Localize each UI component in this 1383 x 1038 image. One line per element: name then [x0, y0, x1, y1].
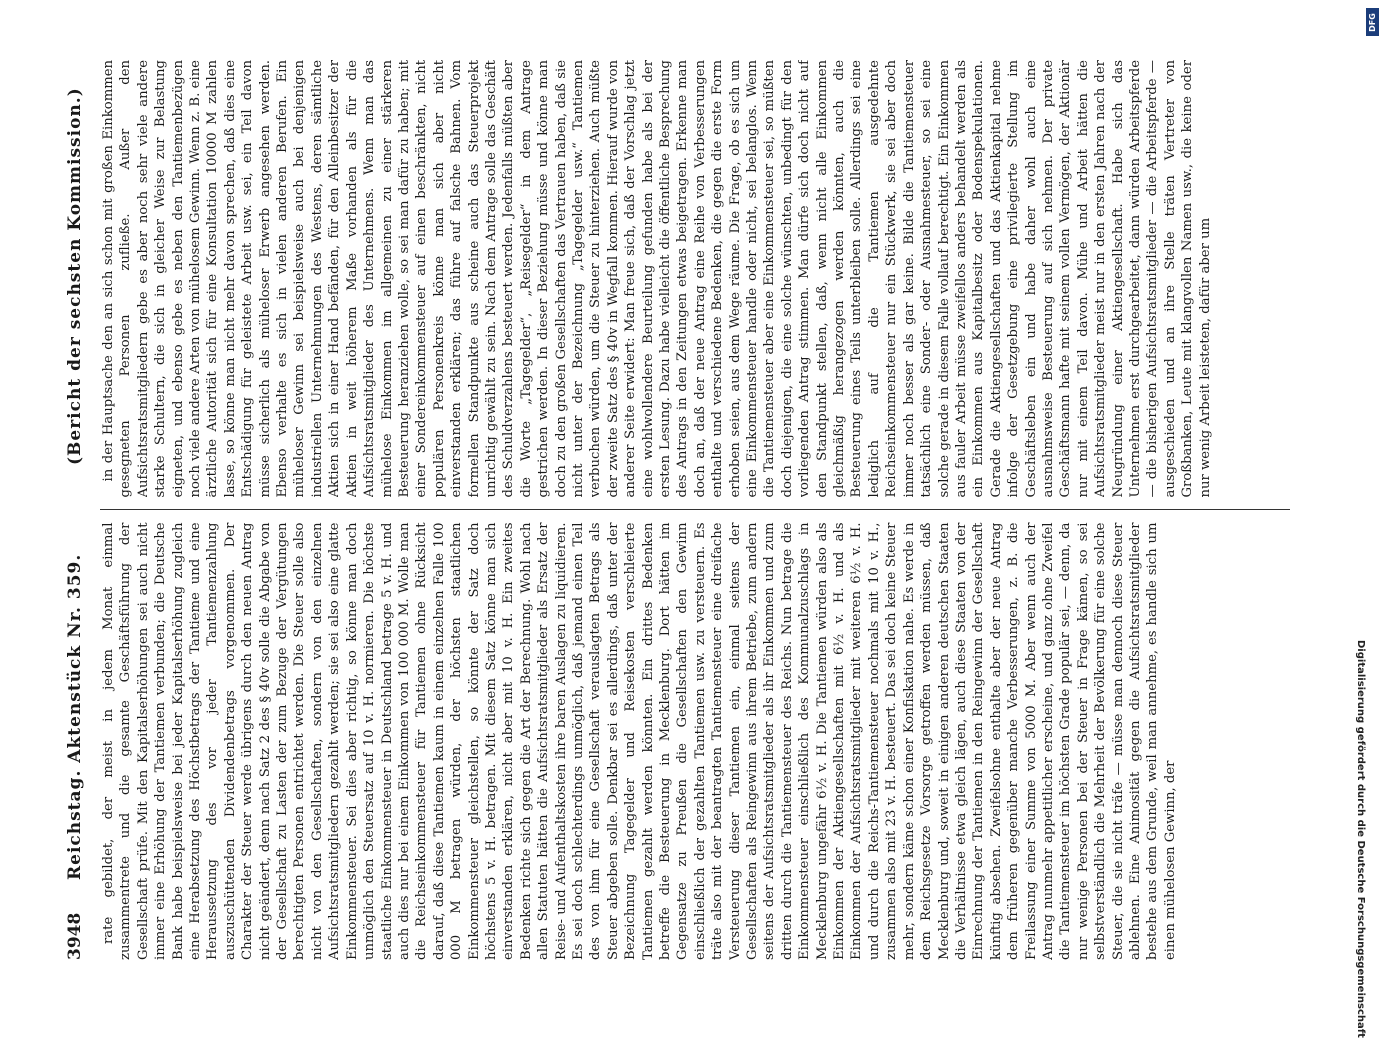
column-right-text: in der Hauptsache den an sich schon mit großen Einkommen gesegneten Personen zufließe. Außer den Aufsichtsratsmitgliedern gebe es aber noch sehr viele andere starke Schultern, die sich in gleicher Weise zur Belastung eigneten, und ebenso gebe es neben den Tantiemenbezügen noch viele andere Arten von mühelosem Gewinn. Wenn z. B. eine ärztliche Autorität sich für eine Konsultation 10000 M zahlen lasse, so könne man nicht mehr davon sprechen, daß dies eine Entschädigung für geleistete Arbeit usw. sei, ein Teil davon müsse sicherlich als müheloser Erwerb angesehen werden. Ebenso verhalte es sich in vielen anderen Berufen. Ein müheloser Gewinn sei beispielsweise auch bei denjenigen industriellen Unternehmungen des Westens, deren sämtliche Aktien sich in einer Hand befänden, für den Alleinbesitzer der Aktien in weit höherem Maße vorhanden als für die Aufsichtsratsmitglieder des Unternehmens. Wenn man das mühelose Einkommen im allgemeinen zu einer stärkeren Besteuerung heranziehen wolle, so sei man dafür zu haben; mit einer Sondereinkommensteuer auf einen beschränkten, nicht populären Personenkreis könne man sich aber nicht einverstanden erklären; das führe auf falsche Bahnen. Vom formellen Standpunkte aus scheine auch das Steuerprojekt unrichtig gewählt zu sein. Nach dem Antrage solle das Geschäft des Schuldverzahlens besteuert werden. Jedenfalls müßten aber die Worte „Tagegelder“, „Reisegelder“ in dem Antrage gestrichen werden. In dieser Beziehung müsse und könne man doch zu den großen Gesellschaften das Vertrauen haben, daß sie nicht unter der Bezeichnung „Tagegelder usw.“ Tantiemen verbuchen würden, um die Steuer zu hinterziehen. Auch müßte der zweite Satz des § 40v in Wegfall kommen. Hierauf wurde von anderer Seite erwidert: Man freue sich, daß der Vorschlag jetzt eine wohlwollendere Beurteilung gefunden habe als bei der ersten Lesung. Dazu habe vielleicht die öffentliche Besprechung des Antrags in den Zeitungen etwas beigetragen. Erkenne man doch an, daß der neue Antrag eine Reihe von Verbesserungen enthalte und verschiedene Bedenken, die gegen die erste Form erhoben seien, aus dem Wege räume. Die Frage, ob es sich um eine Einkommensteuer handle oder nicht, sei belanglos. Wenn die Tantiemensteuer aber eine Einkommensteuer sei, so müßten doch diejenigen, die eine solche wünschten, unbedingt für den vorliegenden Antrag stimmen. Man dürfe sich doch nicht auf den Standpunkt stellen, daß, wenn nicht alle Einkommen gleichmäßig herangezogen werden könnten, auch die Besteuerung eines Teils unterbleiben solle. Allerdings sei eine lediglich auf die Tantiemen ausgedehnte Reichseinkommensteuer nur ein Stückwerk, sie sei aber doch immer noch besser als gar keine. Bilde die Tantiemensteuer tatsächlich eine Sonder- oder Ausnahmesteuer, so sei eine solche gerade in diesem Falle vollauf berechtigt. Ein Einkommen aus fauler Arbeit müsse zweifellos anders behandelt werden als ein Einkommen aus Kapitalbesitz oder Bodenspekulationen. Gerade die Aktiengesellschaften und das Aktienkapital nehme infolge der Gesetzgebung eine privilegierte Stellung im Geschäftsleben ein und habe daher wohl auch eine ausnahmsweise Besteuerung auf sich nehmen. Der private Geschäftsmann hafte mit seinem vollen Vermögen, der Aktionär nur mit einem Teil davon. Mühe und Arbeit hätten die Aufsichtsratsmitglieder meist nur in den ersten Jahren nach der Neugründung einer Aktiengesellschaft. Habe sich das Unternehmen erst durchgearbeitet, dann würden Arbeitspferde — die bisherigen Aufsichtsratsmitglieder — die Arbeitspferde — ausgeschieden und an ihre Stelle träten Vertreter von Großbanken, Leute mit klangvollen Namen usw., die keine oder nur wenig Arbeit leisteten, dafür aber um	[101, 60, 1213, 498]
page-subtitle: (Bericht der sechsten Kommission.)	[65, 87, 85, 465]
column-left-text: rate gebildet, der meist in jedem Monat einmal zusammentrete und die gesamte Geschäftsführung der Gesellschaft prüfe. Mit den Kapitalserhöhungen sei auch nicht immer eine Erhöhung der Tantiemen verbunden; die Deutsche Bank habe beispielsweise bei jeder Kapitalserhöhung zugleich eine Herabsetzung des Höchstbetrags der Tantieme und eine Heraussetzung des vor jeder Tantiemenzahlung auszuschüttenden Dividendenbetrags vorgenommen. Der Charakter der Steuer werde übrigens durch den neuen Antrag nicht geändert, denn nach Satz 2 des § 40v solle die Abgabe von der Gesellschaft zu Lasten der zum Bezuge der Vergütungen berechtigten Personen entrichtet werden. Die Steuer solle also nicht von den Gesellschaften, sondern von den einzelnen Aufsichtsratsmitgliedern gezahlt werden; sie sei also eine glatte Einkommensteuer. Sei dies aber richtig, so könne man doch unmöglich den Steuersatz auf 10 v. H. normieren. Die höchste staatliche Einkommensteuer in Deutschland betrage 5 v. H. und auch dies nur bei einem Einkommen von 100 000 M. Wolle man die Reichseinkommensteuer für Tantiemen ohne Rücksicht darauf, daß diese Tantiemen kaum in einem einzelnen Falle 100 000 M betragen würden, der höchsten staatlichen Einkommensteuer gleichstellen, so könnte der Satz doch höchstens 5 v. H. betragen. Mit diesem Satz könne man sich einverstanden erklären, nicht aber mit 10 v. H. Ein zweites Bedenken richte sich gegen die Art der Berechnung. Wohl nach allen Statuten hätten die Aufsichtsratsmitglieder als Ersatz der Reise- und Aufenthaltskosten ihre baren Auslagen zu liquidieren. Es sei doch schlechterdings unmöglich, daß jemand einen Teil des von ihm für eine Gesellschaft verauslagten Betrags als Steuer abgeben solle. Denkbar sei es allerdings, daß unter der Bezeichnung Tagegelder und Reisekosten verschleierte Tantiemen gezahlt werden könnten. Ein drittes Bedenken betreffe die Besteuerung in Mecklenburg. Dort hätten im Gegensatze zu Preußen die Gesellschaften den Gewinn einschließlich der gezahlten Tantiemen usw. zu versteuern. Es träte also mit der beantragten Tantiemensteuer eine dreifache Versteuerung dieser Tantiemen ein, einmal seitens der Gesellschaften als Reingewinn aus ihrem Betriebe, zum andern seitens der Aufsichtsratsmitglieder als ihr Einkommen und zum dritten durch die Tantiemensteuer des Reichs. Nun betrage die Einkommensteuer einschließlich des Kommunalzuschlags in Mecklenburg ungefähr 6½ v. H. Die Tantiemen würden also als Einkommen der Aktiengesellschaften mit 6½ v. H. und als Einkommen der Aufsichtsratsmitglieder mit weiteren 6½ v. H. und durch die Reichs-Tantiemensteuer nochmals mit 10 v. H., zusammen also mit 23 v. H. besteuert. Das sei doch keine Steuer mehr, sondern käme schon einer Konfiskation nahe. Es werde in dem Reichsgesetze Vorsorge getroffen werden müssen, daß Mecklenburg und, soweit in einigen anderen deutschen Staaten die Verhältnisse etwa gleich lägen, auch diese Staaten von der Einrechnung der Tantiemen in den Reingewinn der Gesellschaft künftig absehen. Zweifelsohne enthalte aber der neue Antrag dem früheren gegenüber manche Verbesserungen, z. B. die Freilassung einer Summe von 5000 M. Aber wenn auch der Antrag nunmehr appetitlicher erscheine, und ganz ohne Zweifel die Tantiemensteuer im höchsten Grade populär sei, — denn, da nur wenige Personen bei der Steuer in Frage kämen, so sei selbstverständlich die Mehrheit der Bevölkerung für eine solche Steuer, die sie nicht träfe — müsse man dennoch diese Steuer ablehnen. Eine Animosität gegen die Aufsichtsratsmitglieder bestehe aus dem Grunde, weil man annehme, es handle sich um einen mühelosen Gewinn, der	[101, 522, 1178, 960]
digitization-credit: Digitalisierung gefördert durch die Deutsche Forschungsgemeinschaft	[1355, 640, 1366, 1038]
column-divider	[100, 510, 1290, 511]
text-column-right	[100, 60, 1290, 498]
dfg-logo-icon	[1366, 8, 1379, 36]
text-column-left	[100, 523, 1290, 961]
page-number: 3948	[65, 912, 85, 960]
document-page	[60, 60, 1310, 960]
dfg-logo-label: DFG	[1368, 12, 1378, 32]
page-title: Reichstag. Aktenstück Nr. 359.	[65, 553, 85, 880]
text-columns	[100, 60, 1290, 960]
page-header	[60, 60, 90, 960]
